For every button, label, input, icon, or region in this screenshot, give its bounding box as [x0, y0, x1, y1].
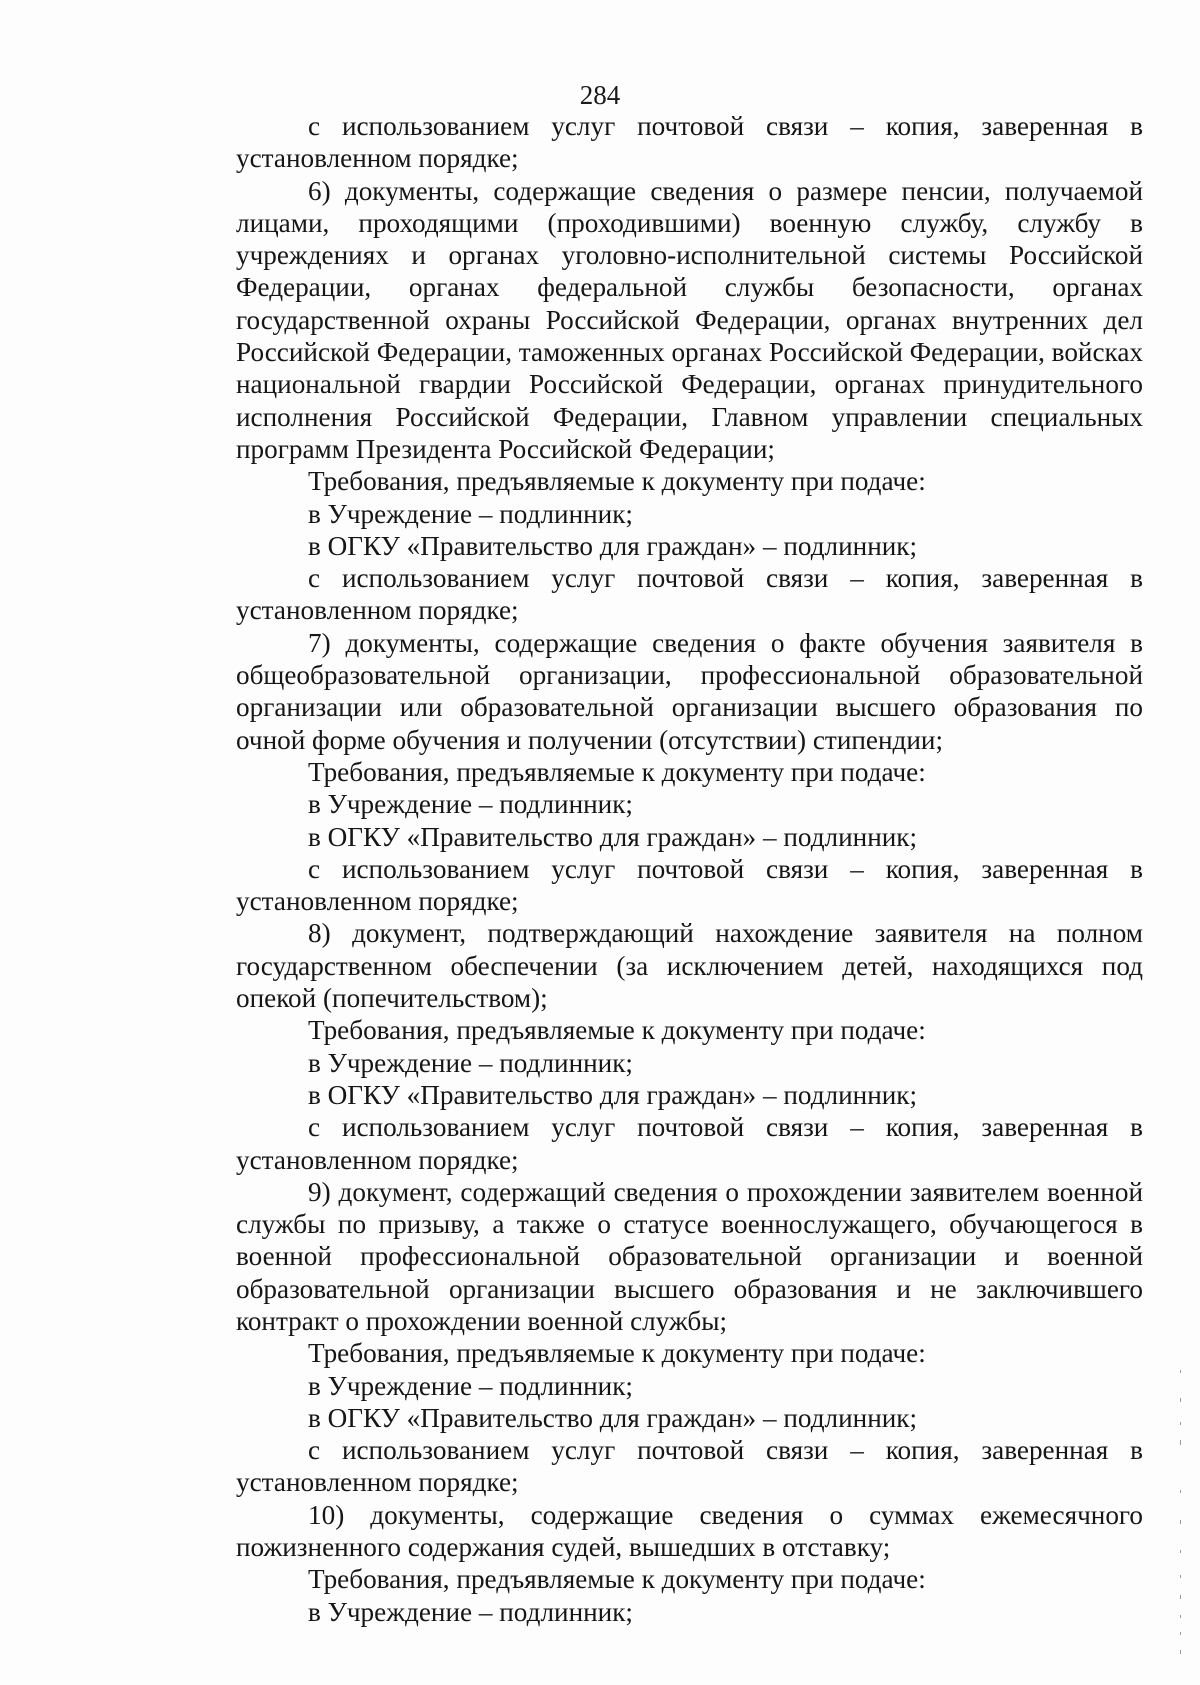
- paragraph: Требования, предъявляемые к документу при подаче:: [308, 1564, 926, 1595]
- scan-edge-marks: [1179, 1370, 1182, 1670]
- paragraph: с использованием услуг почтовой связи – копия, заверенная в установленном порядке;: [236, 1435, 1143, 1498]
- paragraph: Требования, предъявляемые к документу при подаче:: [308, 1338, 926, 1369]
- paragraph: 8) документ, подтверждающий нахождение заявителя на полном государственном обеспечении (за исключением детей, находящихся под опекой (попечительством);: [236, 918, 1143, 1014]
- paragraph: в ОГКУ «Правительство для граждан» – подлинник;: [308, 1079, 918, 1110]
- paragraph: в Учреждение – подлинник;: [308, 498, 633, 529]
- paragraph: 7) документы, содержащие сведения о факте обучения заявителя в общеобразовательной организации, профессиональной образовательной организации или образовательной организации высшего образования по очной форме обучения и получении (отсутствии) стипендии;: [236, 627, 1143, 755]
- paragraph: 9) документ, содержащий сведения о прохождении заявителем военной службы по призыву, а также о статусе военнослужащего, обучающегося в военной профессиональной образовательной организации и военной образовательной организации высшего образования и не заключившего контракт о прохождении военной службы;: [236, 1176, 1143, 1336]
- paragraph: в ОГКУ «Правительство для граждан» – подлинник;: [308, 530, 918, 561]
- paragraph: в ОГКУ «Правительство для граждан» – подлинник;: [308, 1402, 918, 1433]
- paragraph: Требования, предъявляемые к документу при подаче:: [308, 466, 926, 497]
- paragraph: с использованием услуг почтовой связи – копия, заверенная в установленном порядке;: [236, 1112, 1143, 1175]
- paragraph: с использованием услуг почтовой связи – копия, заверенная в установленном порядке;: [236, 563, 1143, 626]
- paragraph: 10) документы, содержащие сведения о суммах ежемесячного пожизненного содержания судей, вышедших в отставку;: [236, 1499, 1143, 1563]
- paragraph: Требования, предъявляемые к документу при подаче:: [308, 1015, 926, 1046]
- paragraph: в Учреждение – подлинник;: [308, 1596, 633, 1627]
- paragraph: в ОГКУ «Правительство для граждан» – подлинник;: [308, 821, 918, 852]
- document-body: [236, 110, 1143, 1628]
- paragraph: с использованием услуг почтовой связи – копия, заверенная в установленном порядке;: [236, 111, 1143, 174]
- paragraph: 6) документы, содержащие сведения о размере пенсии, получаемой лицами, проходящими (проходившими) военную службу, службу в учреждениях и органах уголовно-исполнительной системы Российской Федерации, органах федеральной службы безопасности, органах государственной охраны Российской Федерации, органах внутренних дел Российской Федерации, таможенных органах Российской Федерации, войсках национальной гвардии Российской Федерации, органах принудительного исполнения Российской Федерации, Главном управлении специальных программ Президента Российской Федерации;: [236, 175, 1143, 464]
- paragraph: в Учреждение – подлинник;: [308, 1047, 633, 1078]
- paragraph: в Учреждение – подлинник;: [308, 789, 633, 820]
- paragraph: с использованием услуг почтовой связи – копия, заверенная в установленном порядке;: [236, 853, 1143, 917]
- paragraph: Требования, предъявляемые к документу при подаче:: [308, 756, 926, 787]
- page-number: 284: [579, 80, 621, 110]
- paragraph: в Учреждение – подлинник;: [308, 1370, 633, 1401]
